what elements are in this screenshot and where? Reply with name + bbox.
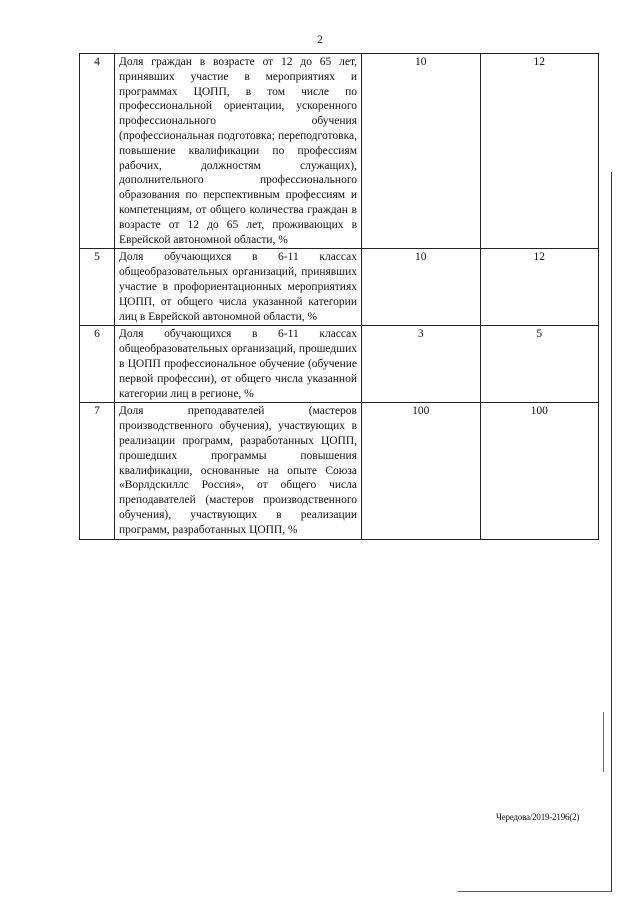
indicator-description: Доля преподавателей (мастеров производственного обучения), участвующих в реализации программ, разработанных ЦОПП, прошедших программы повышения квалификации, основанные на опыте Союза «Ворлдскиллс Россия», от общего числа преподавателей (мастеров производственного обучения), участвующих в реализации программ, разработанных ЦОПП, % xyxy=(115,403,362,539)
indicator-value-2: 12 xyxy=(480,249,599,326)
document-code: Чередова/2019-2196(2) xyxy=(496,812,580,822)
row-number: 4 xyxy=(80,54,115,249)
indicators-table xyxy=(79,53,599,540)
table-row xyxy=(80,403,599,539)
page-number: 2 xyxy=(317,32,323,46)
scan-bottom-line xyxy=(458,891,612,892)
row-number: 7 xyxy=(80,403,115,539)
indicator-value-1: 10 xyxy=(362,54,481,249)
scan-edge-line xyxy=(611,172,612,892)
indicator-value-2: 5 xyxy=(480,326,599,403)
indicator-value-2: 100 xyxy=(480,403,599,539)
indicator-description: Доля граждан в возрасте от 12 до 65 лет, принявших участие в мероприятиях и программах ЦОПП, в том числе по профессиональной ориентации, ускоренного профессионального обучения (профессиональная подготовка; переподготовка, повышение квалификации по профессиям рабочих, должностям служащих), дополнительного профессионального образования по перспективным профессиям и компетенциям, от общего количества граждан в возрасте от 12 до 65 лет, проживающих в Еврейской автономной области, % xyxy=(115,54,362,249)
table-row xyxy=(80,249,599,326)
indicator-value-1: 3 xyxy=(362,326,481,403)
indicator-value-1: 10 xyxy=(362,249,481,326)
indicator-value-2: 12 xyxy=(480,54,599,249)
scan-edge-line-short xyxy=(603,712,604,772)
row-number: 5 xyxy=(80,249,115,326)
indicator-description: Доля обучающихся в 6-11 классах общеобразовательных организаций, прошедших в ЦОПП профессиональное обучение (обучение первой профессии), от общего числа указанной категории лиц в регионе, % xyxy=(115,326,362,403)
table-row xyxy=(80,326,599,403)
indicator-value-1: 100 xyxy=(362,403,481,539)
table-row xyxy=(80,54,599,249)
row-number: 6 xyxy=(80,326,115,403)
indicator-description: Доля обучающихся в 6-11 классах общеобразовательных организаций, принявших участие в профориентационных мероприятиях ЦОПП, от общего числа указанной категории лиц в Еврейской автономной области, % xyxy=(115,249,362,326)
